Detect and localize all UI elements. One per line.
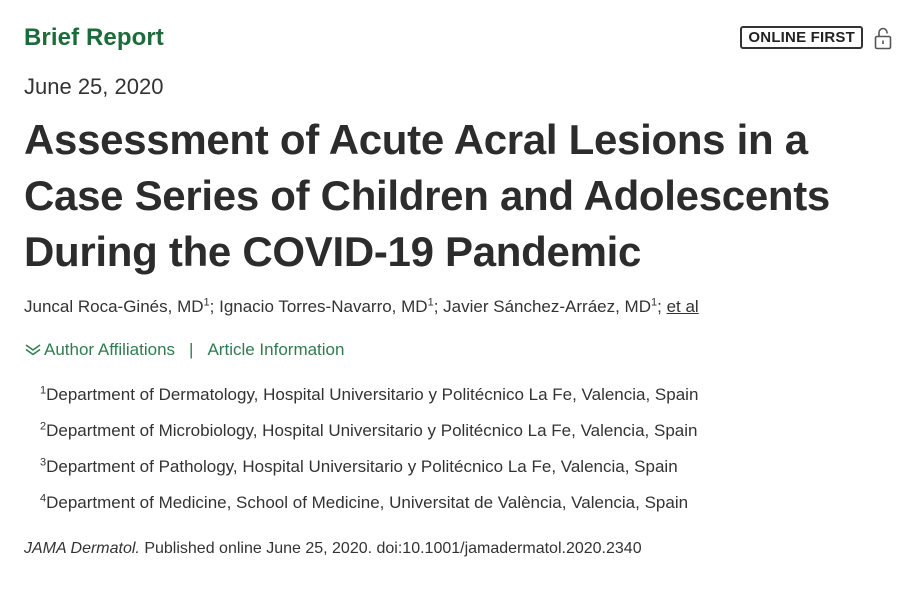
et-al-link[interactable]: et al [666,297,699,316]
author-separator: ; [209,297,220,316]
article-information-link[interactable]: Article Information [207,340,345,359]
affiliation-text: Department of Dermatology, Hospital Universitario y Politécnico La Fe, Valencia, Spain [46,385,699,404]
affiliation-number: 2 [40,420,47,433]
author-separator: ; [433,297,444,316]
affiliation-item [40,454,698,490]
author-name[interactable]: Ignacio Torres-Navarro, MD [219,297,428,316]
affiliation-number: 3 [40,456,47,469]
citation-line [24,540,642,558]
online-first-badge: ONLINE FIRST [740,26,863,49]
section-label[interactable]: Brief Report [24,24,164,51]
author-affiliation-marker: 1 [203,296,210,309]
affiliation-text: Department of Pathology, Hospital Universitario y Politécnico La Fe, Valencia, Spain [46,457,678,476]
author-name[interactable]: Javier Sánchez-Arráez, MD [443,297,651,316]
author-affiliation-marker: 1 [427,296,434,309]
double-chevron-down-icon[interactable] [24,344,42,356]
author-list [24,297,699,317]
article-title: Assessment of Acute Acral Lesions in a Case Series of Children and Adolescents During the COVID-19 Pandemic [24,116,830,275]
affiliations-list [40,382,698,526]
affiliation-item [40,382,698,418]
affiliation-number: 1 [40,384,47,397]
affiliation-text: Department of Medicine, School of Medicine, Universitat de València, Valencia, Spain [46,493,689,512]
journal-name: JAMA Dermatol. [24,540,140,557]
publication-date: June 25, 2020 [24,74,164,99]
article-header-row [24,24,893,56]
citation-details: Published online June 25, 2020. doi:10.1001/jamadermatol.2020.2340 [139,540,642,557]
author-name[interactable]: Juncal Roca-Ginés, MD [24,297,204,316]
unlocked-padlock-icon [873,26,893,50]
affiliation-number: 4 [40,492,47,505]
affiliation-item [40,490,698,526]
meta-links-separator: | [189,340,194,359]
article-meta-links [24,340,344,360]
author-separator: ; [657,297,667,316]
author-affiliation-marker: 1 [651,296,658,309]
affiliation-item [40,418,698,454]
author-affiliations-toggle[interactable]: Author Affiliations [44,340,176,359]
affiliation-text: Department of Microbiology, Hospital Universitario y Politécnico La Fe, Valencia, Spain [46,421,698,440]
